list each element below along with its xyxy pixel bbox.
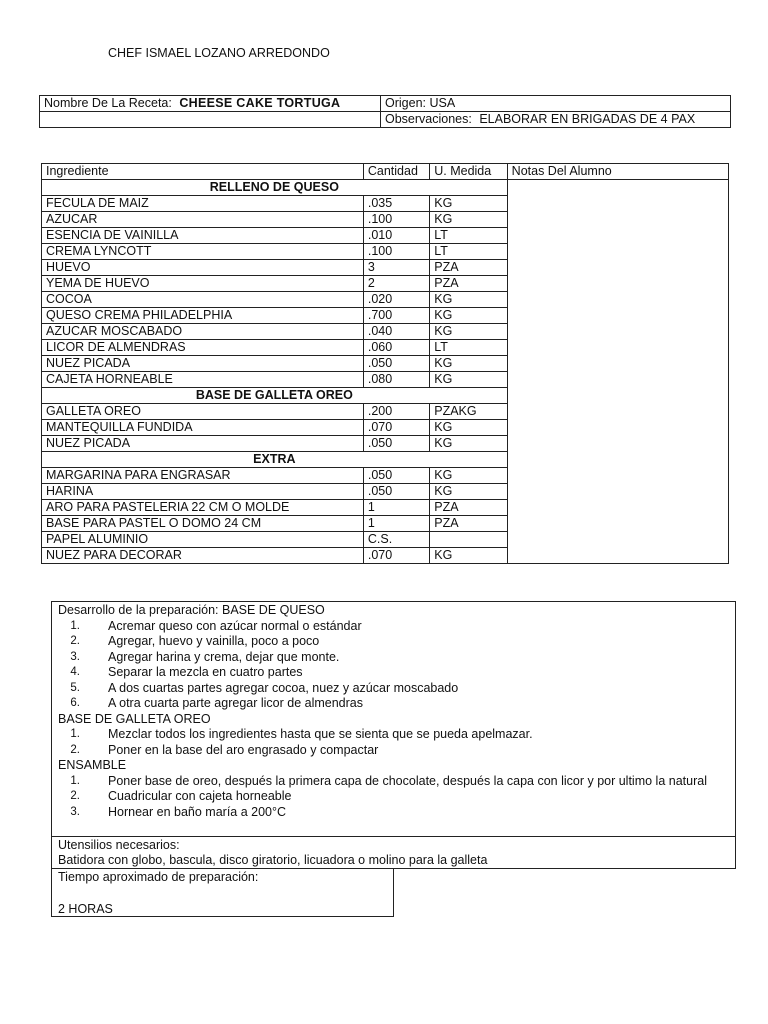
col-ingrediente: Ingrediente	[42, 164, 364, 180]
ingredient-unit: LT	[430, 340, 507, 356]
steps-list	[58, 619, 729, 712]
ingredient-name: ESENCIA DE VAINILLA	[42, 228, 364, 244]
ingredient-name: YEMA DE HUEVO	[42, 276, 364, 292]
section-title: EXTRA	[42, 452, 508, 468]
ingredient-quantity: .080	[363, 372, 429, 388]
ingredient-unit: KG	[430, 484, 507, 500]
ingredient-unit: PZA	[430, 516, 507, 532]
time-value: 2 HORAS	[58, 902, 113, 916]
step-text: A otra cuarta parte agregar licor de almendras	[108, 696, 363, 710]
step-item	[58, 789, 729, 805]
step-item	[58, 727, 729, 743]
ingredient-name: QUESO CREMA PHILADELPHIA	[42, 308, 364, 324]
ingredient-unit: KG	[430, 324, 507, 340]
empty-cell	[40, 112, 381, 128]
ingredient-unit: KG	[430, 420, 507, 436]
ingredient-unit: PZA	[430, 260, 507, 276]
preparation-section	[51, 601, 736, 837]
preparation-subheading: BASE DE GALLETA OREO	[58, 711, 211, 726]
step-number: 6.	[70, 697, 80, 709]
ingredient-name: PAPEL ALUMINIO	[42, 532, 364, 548]
step-number: 2.	[70, 743, 80, 756]
ingredient-quantity: .020	[363, 292, 429, 308]
ingredient-quantity: .050	[363, 484, 429, 500]
ingredient-name: AZUCAR	[42, 212, 364, 228]
ingredient-name: LICOR DE ALMENDRAS	[42, 340, 364, 356]
step-item	[58, 743, 729, 759]
preparation-steps	[58, 619, 729, 821]
ingredient-name: COCOA	[42, 292, 364, 308]
recipe-name: CHEESE CAKE TORTUGA	[179, 96, 341, 110]
step-item	[58, 681, 729, 697]
ingredient-quantity: 3	[363, 260, 429, 276]
ingredient-quantity: .100	[363, 212, 429, 228]
step-number: 1.	[70, 728, 80, 740]
step-number: 3.	[70, 805, 80, 818]
col-unidad: U. Medida	[430, 164, 507, 180]
ingredient-unit: KG	[430, 468, 507, 484]
steps-list	[58, 727, 729, 758]
step-text: Poner en la base del aro engrasado y compactar	[108, 742, 379, 757]
preparation-subheading: ENSAMBLE	[58, 758, 127, 772]
ingredient-name: GALLETA OREO	[42, 404, 364, 420]
ingredient-name: ARO PARA PASTELERIA 22 CM O MOLDE	[42, 500, 364, 516]
student-notes-cell	[507, 180, 728, 564]
ingredient-unit: KG	[430, 212, 507, 228]
step-text: Cuadricular con cajeta horneable	[108, 789, 292, 803]
ingredient-unit: PZAKG	[430, 404, 507, 420]
col-cantidad: Cantidad	[363, 164, 429, 180]
step-item	[58, 619, 729, 635]
step-item	[58, 634, 729, 650]
time-label: Tiempo aproximado de preparación:	[58, 870, 259, 884]
ingredient-unit: KG	[430, 308, 507, 324]
utensils-label: Utensilios necesarios:	[58, 838, 180, 852]
step-number: 2.	[70, 635, 80, 647]
step-item	[58, 650, 729, 666]
ingredient-unit: KG	[430, 548, 507, 564]
step-text: Acremar queso con azúcar normal o estándar	[108, 618, 362, 633]
observations-label: Observaciones:	[385, 112, 472, 126]
chef-name: CHEF ISMAEL LOZANO ARREDONDO	[108, 46, 330, 60]
step-number: 3.	[70, 650, 80, 663]
ingredient-quantity: .200	[363, 404, 429, 420]
ingredient-unit: KG	[430, 356, 507, 372]
step-number: 4.	[70, 666, 80, 678]
ingredient-quantity: 1	[363, 516, 429, 532]
observations-value: ELABORAR EN BRIGADAS DE 4 PAX	[479, 112, 696, 126]
utensils-value: Batidora con globo, bascula, disco giratorio, licuadora o molino para la galleta	[58, 853, 488, 867]
step-number: 2.	[70, 790, 80, 802]
ingredient-name: BASE PARA PASTEL O DOMO 24 CM	[42, 516, 364, 532]
ingredient-name: MARGARINA PARA ENGRASAR	[42, 468, 364, 484]
step-item	[58, 696, 729, 712]
ingredient-unit: PZA	[430, 276, 507, 292]
ingredient-name: NUEZ PICADA	[42, 436, 364, 452]
ingredient-quantity: .100	[363, 244, 429, 260]
ingredient-quantity: .050	[363, 436, 429, 452]
ingredient-quantity: .010	[363, 228, 429, 244]
step-text: Poner base de oreo, después la primera capa de chocolate, después la capa con licor y por ultimo la natural	[108, 773, 707, 788]
time-section	[51, 868, 394, 917]
steps-list	[58, 774, 729, 821]
step-item	[58, 805, 729, 821]
origin-cell: Origen: USA	[381, 96, 731, 112]
ingredient-unit: KG	[430, 292, 507, 308]
ingredient-quantity: .700	[363, 308, 429, 324]
ingredient-name: MANTEQUILLA FUNDIDA	[42, 420, 364, 436]
ingredient-unit: KG	[430, 196, 507, 212]
step-text: Agregar, huevo y vainilla, poco a poco	[108, 634, 320, 648]
section-title: RELLENO DE QUESO	[42, 180, 508, 196]
ingredient-quantity: C.S.	[363, 532, 429, 548]
ingredient-unit: KG	[430, 436, 507, 452]
ingredients-table	[41, 163, 729, 564]
step-text: A dos cuartas partes agregar cocoa, nuez y azúcar moscabado	[108, 680, 459, 695]
ingredient-name: CREMA LYNCOTT	[42, 244, 364, 260]
ingredient-name: HARINA	[42, 484, 364, 500]
ingredient-unit: LT	[430, 228, 507, 244]
ingredient-name: NUEZ PARA DECORAR	[42, 548, 364, 564]
ingredient-unit: KG	[430, 372, 507, 388]
ingredient-name: CAJETA HORNEABLE	[42, 372, 364, 388]
col-notas: Notas Del Alumno	[507, 164, 728, 180]
ingredient-unit: PZA	[430, 500, 507, 516]
ingredient-name: HUEVO	[42, 260, 364, 276]
ingredient-quantity: .050	[363, 468, 429, 484]
step-number: 5.	[70, 681, 80, 694]
preparation-title: Desarrollo de la preparación: BASE DE QUESO	[58, 603, 325, 617]
ingredient-unit: LT	[430, 244, 507, 260]
ingredient-quantity: .035	[363, 196, 429, 212]
ingredient-quantity: .040	[363, 324, 429, 340]
recipe-header-table	[39, 95, 731, 128]
recipe-name-label: Nombre De La Receta:	[44, 96, 172, 110]
step-item	[58, 774, 729, 790]
step-text: Agregar harina y crema, dejar que monte.	[108, 649, 340, 664]
observations-cell	[381, 112, 731, 128]
ingredient-quantity: 1	[363, 500, 429, 516]
utensils-section	[51, 836, 736, 869]
recipe-name-cell	[40, 96, 381, 112]
ingredient-quantity: .070	[363, 548, 429, 564]
section-title: BASE DE GALLETA OREO	[42, 388, 508, 404]
step-number: 1.	[70, 774, 80, 787]
ingredient-quantity: .070	[363, 420, 429, 436]
ingredient-unit	[430, 532, 507, 548]
step-text: Separar la mezcla en cuatro partes	[108, 665, 303, 679]
ingredient-quantity: 2	[363, 276, 429, 292]
step-item	[58, 665, 729, 681]
ingredient-quantity: .050	[363, 356, 429, 372]
ingredient-name: NUEZ PICADA	[42, 356, 364, 372]
step-text: Mezclar todos los ingredientes hasta que se sienta que se pueda apelmazar.	[108, 727, 533, 741]
step-number: 1.	[70, 619, 80, 632]
ingredient-name: FECULA DE MAIZ	[42, 196, 364, 212]
ingredient-name: AZUCAR MOSCABADO	[42, 324, 364, 340]
ingredient-quantity: .060	[363, 340, 429, 356]
step-text: Hornear en baño maría a 200°C	[108, 804, 287, 819]
section-row	[42, 180, 729, 196]
